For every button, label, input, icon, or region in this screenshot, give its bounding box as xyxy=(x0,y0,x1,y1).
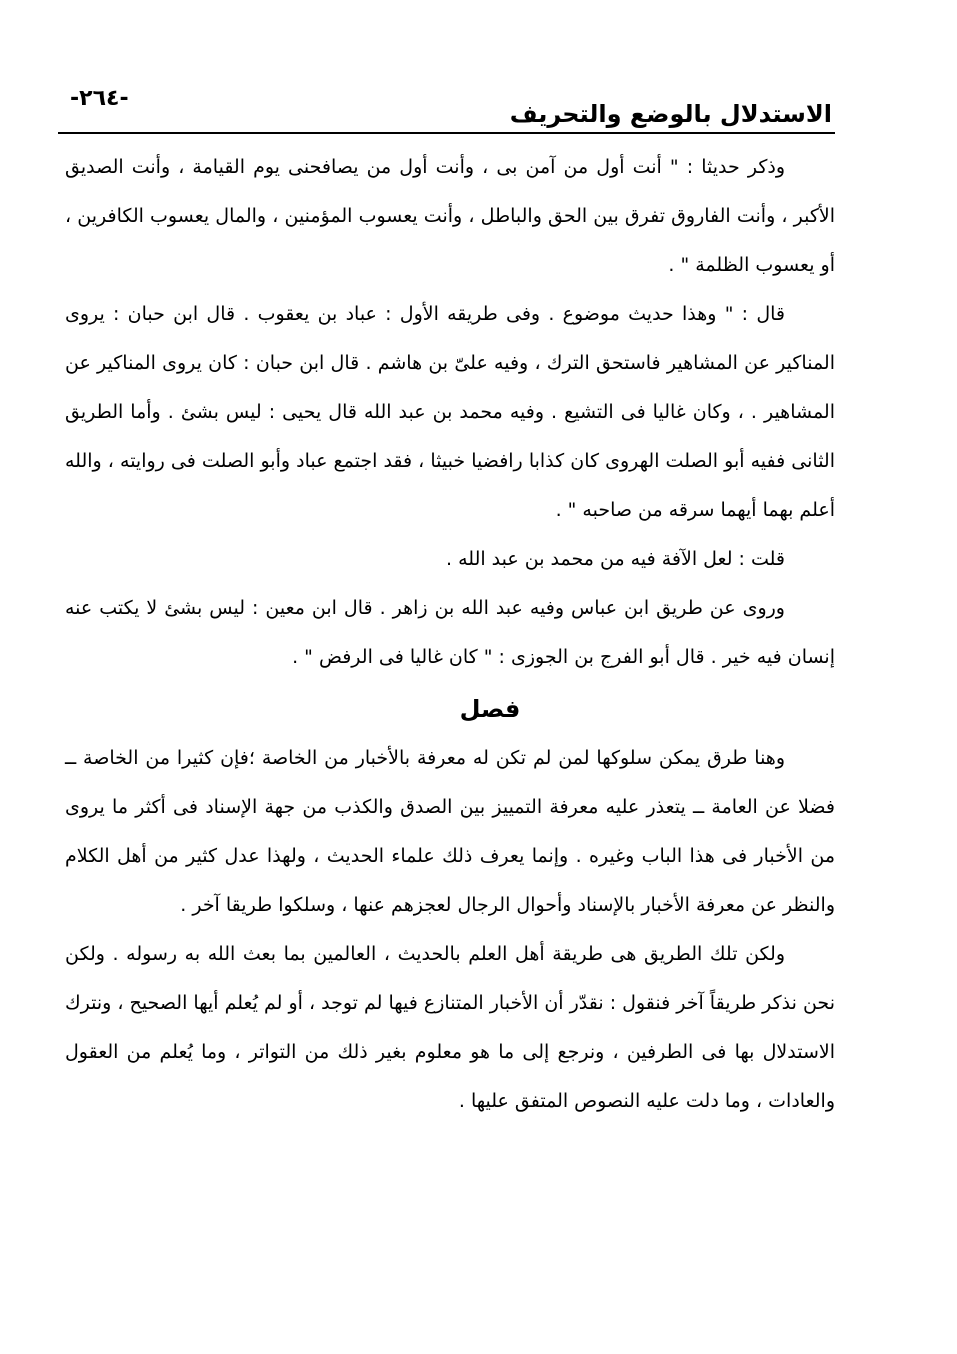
paragraph: ولكن تلك الطريق هى طريقة أهل العلم بالحديث ، العالمين بما بعث الله به رسوله . ولكن نحن نذكر طريقاً آخر فنقول : نقدّر أن الأخبار المتنازع فيها لم توجد ، أو لم يُعلم أيها الصحيح ، ونترك الاستدلال بها فى الطرفين ، ونرجع إلى ما هو معلوم بغير ذلك من التواتر ، وما يُعلم من العقول والعادات ، وما دلت عليه النصوص المتفق عليها . xyxy=(65,943,835,1112)
paragraph: قال : " وهذا حديث موضوع . وفى طريقه الأول : عباد بن يعقوب . قال ابن حبان : يروى المناكير عن المشاهير فاستحق الترك ، وفيه علىّ بن هاشم . قال ابن حبان : كان يروى المناكير عن المشاهير . ، وكان غاليا فى التشيع . وفيه محمد بن عبد الله قال يحيى : ليس بشئ . وأما الطريق الثانى ففيه أبو الصلت الهروى كان كذابا رافضيا خبيثا ، فقد اجتمع عباد وأبو الصلت فى روايته ، والله أعلم بهما أيهما سرقه من صاحبه " . xyxy=(65,303,835,521)
page-number: -٢٦٤- xyxy=(70,86,129,111)
paragraph: قلت : لعل الآفة فيه من محمد بن عبد الله . xyxy=(446,548,785,570)
paragraph: وروى عن طريق ابن عباس وفيه عبد الله بن زاهر . قال ابن معين : ليس بشئ لا يكتب عنه إنسان فيه خير . قال أبو الفرج بن الجوزى : " كان غاليا فى الرفض " . xyxy=(65,597,835,668)
header-rule xyxy=(58,132,835,134)
paragraph: وذكر حديثا : " أنت أول من آمن بى ، وأنت أول من يصافحنى يوم القيامة ، وأنت الصديق الأكبر ، وأنت الفاروق تفرق بين الحق والباطل ، وأنت يعسوب المؤمنين ، والمال يعسوب الكافرين ، أو يعسوب الظلمة " . xyxy=(65,156,835,276)
body-text xyxy=(65,143,835,1126)
section-heading: فصل xyxy=(459,695,521,723)
running-title: الاستدلال بالوضع والتحريف xyxy=(509,100,832,128)
paragraph: وهنا طرق يمكن سلوكها لمن لم تكن له معرفة بالأخبار من الخاصة ؛فإن كثيرا من الخاصة ــ فضلا عن العامة ــ يتعذر عليه معرفة التمييز بين الصدق والكذب من جهة الإسناد فى أكثر ما يروى من الأخبار فى هذا الباب وغيره . وإنما يعرف ذلك علماء الحديث ، ولهذا عدل كثير من أهل الكلام والنظر عن معرفة الأخبار بالإسناد وأحوال الرجال لعجزهم عنها ، وسلكوا طريقا آخر . xyxy=(65,747,835,916)
